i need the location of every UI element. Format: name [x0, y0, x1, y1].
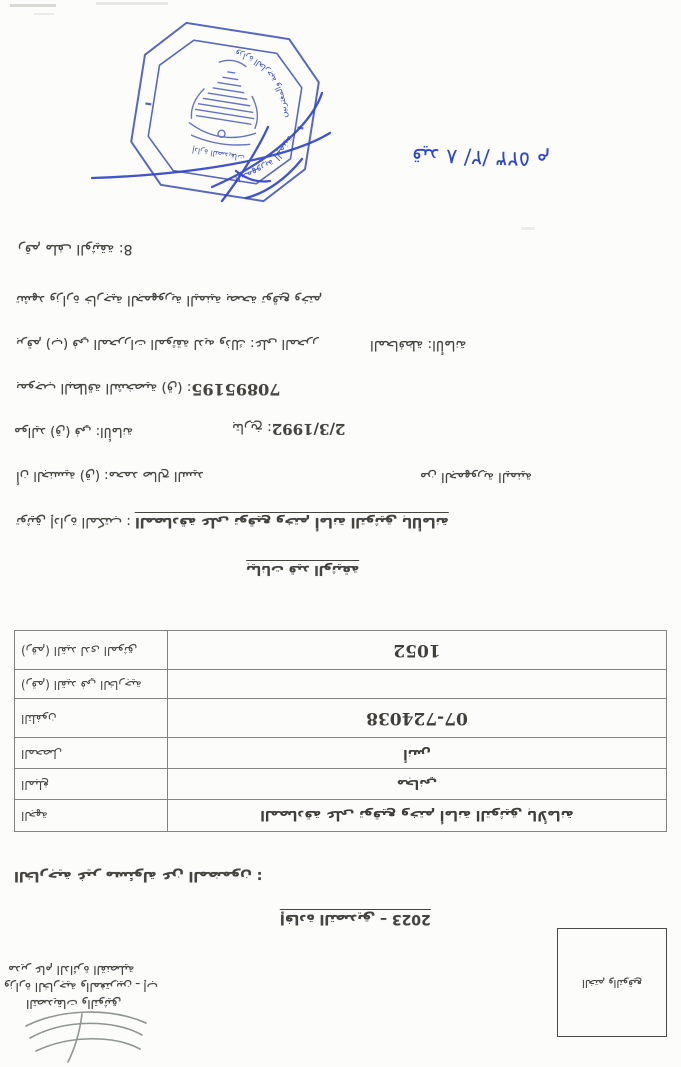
signer-title-line3: التصديقات والتوثيق — [26, 997, 122, 1011]
details-table — [14, 630, 667, 832]
table-row — [15, 699, 667, 738]
date-value: 2/3/1992 — [271, 420, 346, 438]
row-value: أنس — [168, 738, 667, 769]
record-line-governorate: المحافظة :الأمانة — [370, 337, 467, 353]
signer-title-line1: مدير عام الدائرة القنصلية — [8, 963, 135, 977]
row-label: (رقم) القيد لدى الموثق — [15, 631, 168, 670]
row-value: 07-724038 — [168, 699, 667, 738]
row-value: مجاني — [168, 768, 667, 799]
id-number-line — [16, 380, 280, 399]
table-row — [15, 670, 667, 699]
footer-date-line: إفادة التصديق – 2023 — [280, 911, 431, 927]
row-label: (رقم) القيد في الخارجية — [15, 670, 168, 699]
record-line-left: برقم (ب) في المحررات الموثقة لديه وذلك :على المحرر — [16, 336, 319, 351]
stamp-signature-box — [557, 928, 667, 1037]
nationality-line-right: من الجمهورية اليمنية — [420, 469, 533, 484]
scan-artifact — [10, 4, 56, 7]
subject-prefix: توثيق إدارة المكتب : — [16, 514, 131, 530]
row-value — [168, 670, 667, 699]
row-label: الجهة — [15, 799, 168, 831]
row-label: التلفون — [15, 699, 168, 738]
details-title: بيانات قيد الوثيقة — [246, 562, 360, 577]
subject-bold-text: المصادقة على توقيع وختم أمانة التوثيق بالأمانة — [135, 514, 449, 530]
row-label: المبلغ — [15, 768, 168, 799]
date-label: بتاريخ : — [232, 420, 272, 436]
stamp-ring-bottom-text: وزارة الخارجية والمغتربين — [234, 48, 290, 118]
nationality-line-left: أن الجنسية (ق) :محمد صالح السيد — [16, 468, 204, 483]
signature-flourish — [20, 1006, 152, 1066]
handwritten-reference: قيد ٨ /٢/ ٥٢٣ م — [411, 143, 551, 173]
birth-place-line: مواليد (ق) في :الأمانة — [14, 424, 134, 439]
row-label: المحصل — [15, 738, 168, 769]
date-line — [232, 420, 345, 438]
table-row — [15, 738, 667, 769]
scan-artifact — [521, 227, 535, 230]
stamp-center-text: إدارة التصديقات — [191, 145, 246, 163]
stamp-ring-top-text: الجمهورية اليمنية — [233, 133, 296, 184]
table-row — [15, 768, 667, 799]
id-number-label: بموجب البطاقة الشخصية (ق) : — [16, 380, 192, 396]
table-row — [15, 799, 667, 831]
stamp-signature-box-label: الختم والتوقيع — [582, 976, 642, 989]
row-value: 1052 — [168, 631, 667, 670]
subject-line — [16, 514, 449, 530]
certification-line: تشهد وزارة خارجية الجمهورية اليمنية بصحة توقيع وختم — [16, 292, 323, 308]
row-value: المصادقة على توقيع وختم أمانة التوثيق بالأمانة — [168, 799, 667, 831]
scan-artifact — [34, 13, 54, 15]
table-row — [15, 631, 667, 670]
signer-title-line2: وزارة الخارجية والمغتربين ـ إب — [4, 980, 158, 994]
pen-signature-strokes — [60, 75, 355, 215]
attachments-line: رقم ملف الوثيقة :8 — [18, 241, 133, 257]
scan-artifact — [96, 2, 168, 5]
disclaimer-line: الخارجية غير مسئولة عن المضمون : — [14, 868, 263, 884]
id-number-value: 70895195 — [191, 380, 281, 399]
